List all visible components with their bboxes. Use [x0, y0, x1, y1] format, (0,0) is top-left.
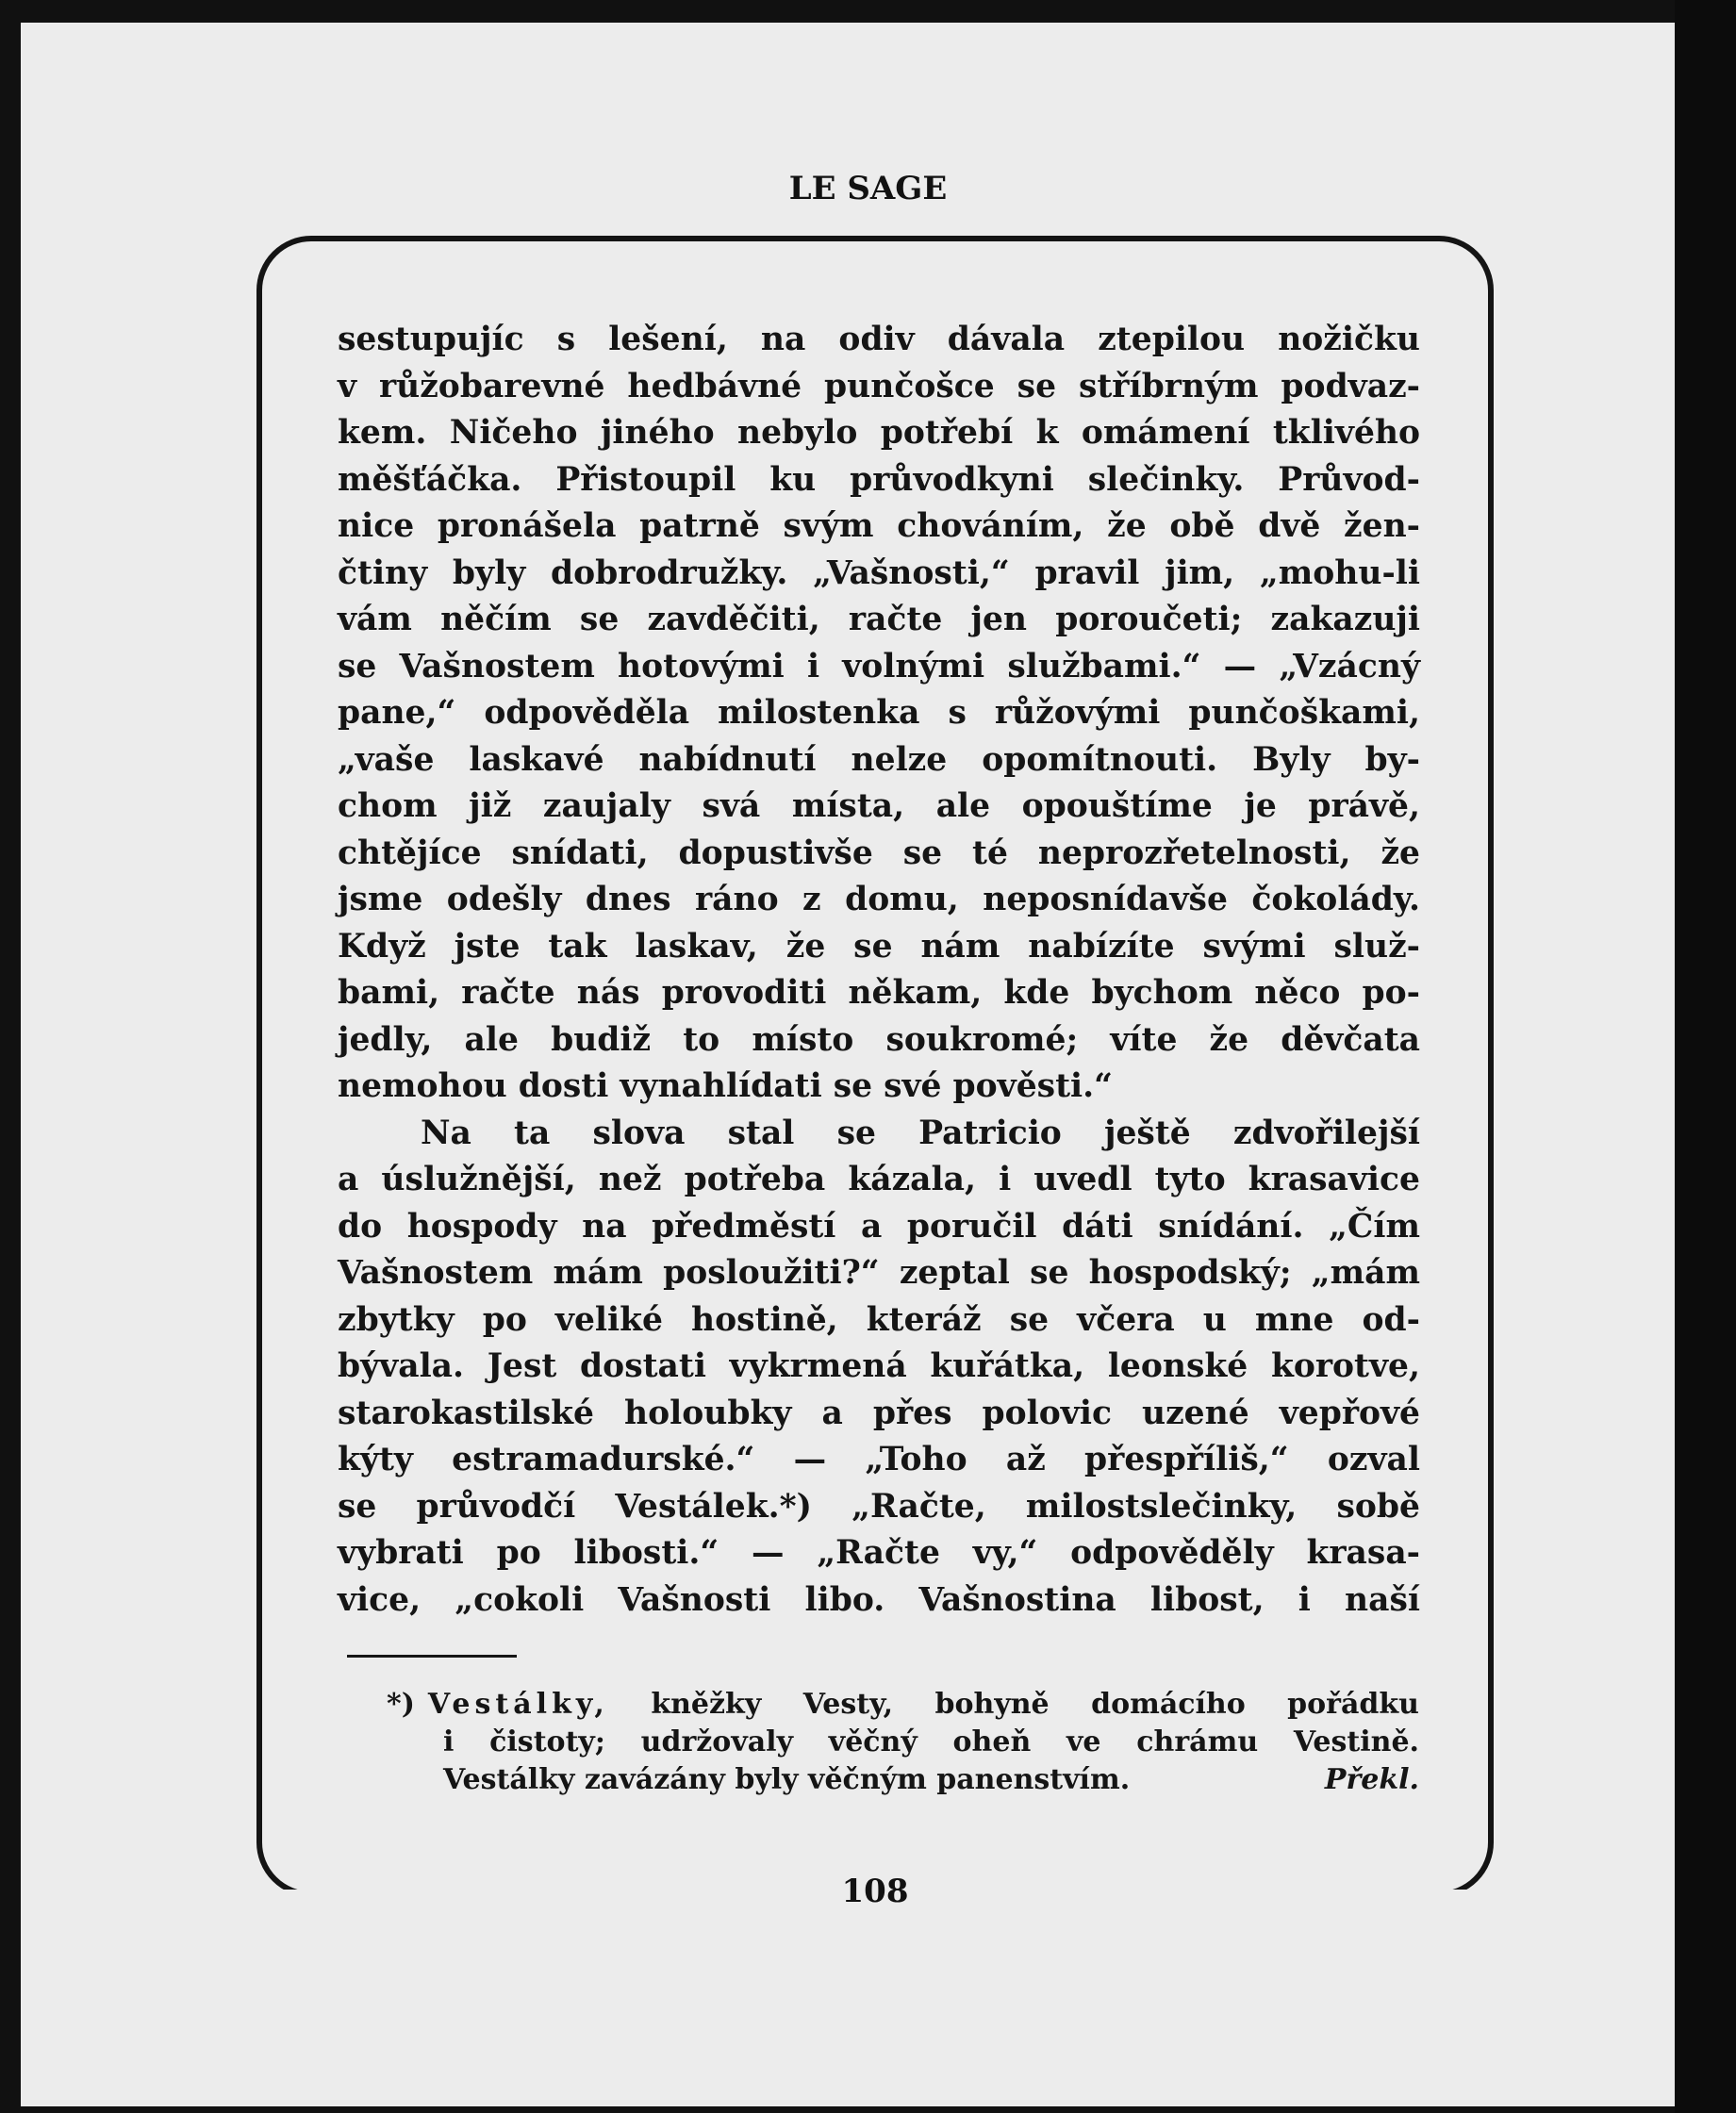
text-line: starokastilské holoubky a přes polovic uzené vepřové — [338, 1394, 1420, 1432]
text-line: jedly, ale budiž to místo soukromé; víte že děvčata — [338, 1020, 1420, 1059]
page-footer — [256, 1873, 1494, 1910]
page-number: 108 — [810, 1873, 941, 1910]
text-line: jsme odešly dnes ráno z domu, neposnídavše čokolády. — [338, 881, 1420, 918]
text-line: kýty estramadurské.“ — „Toho až přespříliš,“ ozval — [338, 1441, 1420, 1478]
footnote-line: i čistoty; udržovaly věčný oheň ve chrámu Vestině. — [443, 1725, 1419, 1758]
footnote-separator — [347, 1655, 517, 1658]
text-line: zbytky po veliké hostině, kteráž se včera u mne od- — [338, 1300, 1420, 1339]
text-line: a úslužnější, než potřeba kázala, i uvedl tyto krasavice — [338, 1161, 1420, 1198]
paragraph-first-line: Na ta slova stal se Patricio ještě zdvořilejší — [421, 1114, 1420, 1152]
text-line: měšťáčka. Přistoupil ku průvodkyni slečinky. Průvod- — [338, 460, 1420, 499]
footnote-line-text: Vestálky zavázány byly věčným panenstvím. — [443, 1763, 1131, 1796]
text-line: Když jste tak laskav, že se nám nabízíte svými služ- — [338, 927, 1420, 966]
body-text — [338, 317, 1420, 1624]
text-line: vice, „cokoli Vašnosti libo. Vašnostina libost, i naší — [338, 1580, 1420, 1619]
footnote-line-text: kněžky Vesty, bohyně domácího pořádku — [651, 1688, 1419, 1721]
text-line: kem. Ničeho jiného nebylo potřebí k omámení tklivého — [338, 414, 1420, 452]
text-line: bývala. Jest dostati vykrmená kuřátka, leonské korotve, — [338, 1347, 1420, 1385]
page-edge-shadow — [1675, 0, 1736, 2113]
text-line: bami, račte nás provoditi někam, kde bychom něco po- — [338, 974, 1420, 1012]
text-line: se průvodčí Vestálek.*) „Račte, milostslečinky, sobě — [338, 1487, 1420, 1526]
footnote-term: Vestálky, — [427, 1688, 609, 1721]
footnote — [387, 1686, 1419, 1799]
text-line: „vaše laskavé nabídnutí nelze opomítnouti. Byly by- — [338, 740, 1420, 779]
text-line: chtějíce snídati, dopustivše se té neprozřetelnosti, že — [338, 834, 1420, 872]
text-line: nemohou dosti vynahlídati se své pověsti.“ — [338, 1067, 1113, 1105]
text-line: Vašnostem mám posloužiti?“ zeptal se hospodský; „mám — [338, 1254, 1420, 1292]
text-line: se Vašnostem hotovými i volnými službami.“ — „Vzácný — [338, 647, 1420, 685]
footnote-line — [387, 1686, 1419, 1724]
running-header: LE SAGE — [788, 170, 948, 207]
text-line: vám něčím se zavděčiti, račte jen poroučeti; zakazuji — [338, 601, 1420, 638]
text-line: čtiny byly dobrodružky. „Vašnosti,“ pravil jim, „mohu-li — [338, 553, 1420, 592]
text-line: vybrati po libosti.“ — „Račte vy,“ odpověděly krasa- — [338, 1534, 1420, 1572]
text-line: do hospody na předměstí a poručil dáti snídání. „Čím — [338, 1207, 1420, 1246]
footnote-line — [387, 1761, 1419, 1799]
text-line: pane,“ odpověděla milostenka s růžovými punčoškami, — [338, 694, 1420, 732]
text-line: v růžobarevné hedbávné punčošce se stříbrným podvaz- — [338, 367, 1420, 405]
text-line: sestupujíc s lešení, na odiv dávala ztepilou nožičku — [338, 321, 1420, 358]
text-line: chom již zaujaly svá místa, ale opouštíme je právě, — [338, 787, 1420, 825]
footnote-marker: *) — [387, 1688, 415, 1721]
text-line: nice pronášela patrně svým chováním, že obě dvě žen- — [338, 507, 1420, 545]
translator-note: Překl. — [1324, 1763, 1419, 1796]
